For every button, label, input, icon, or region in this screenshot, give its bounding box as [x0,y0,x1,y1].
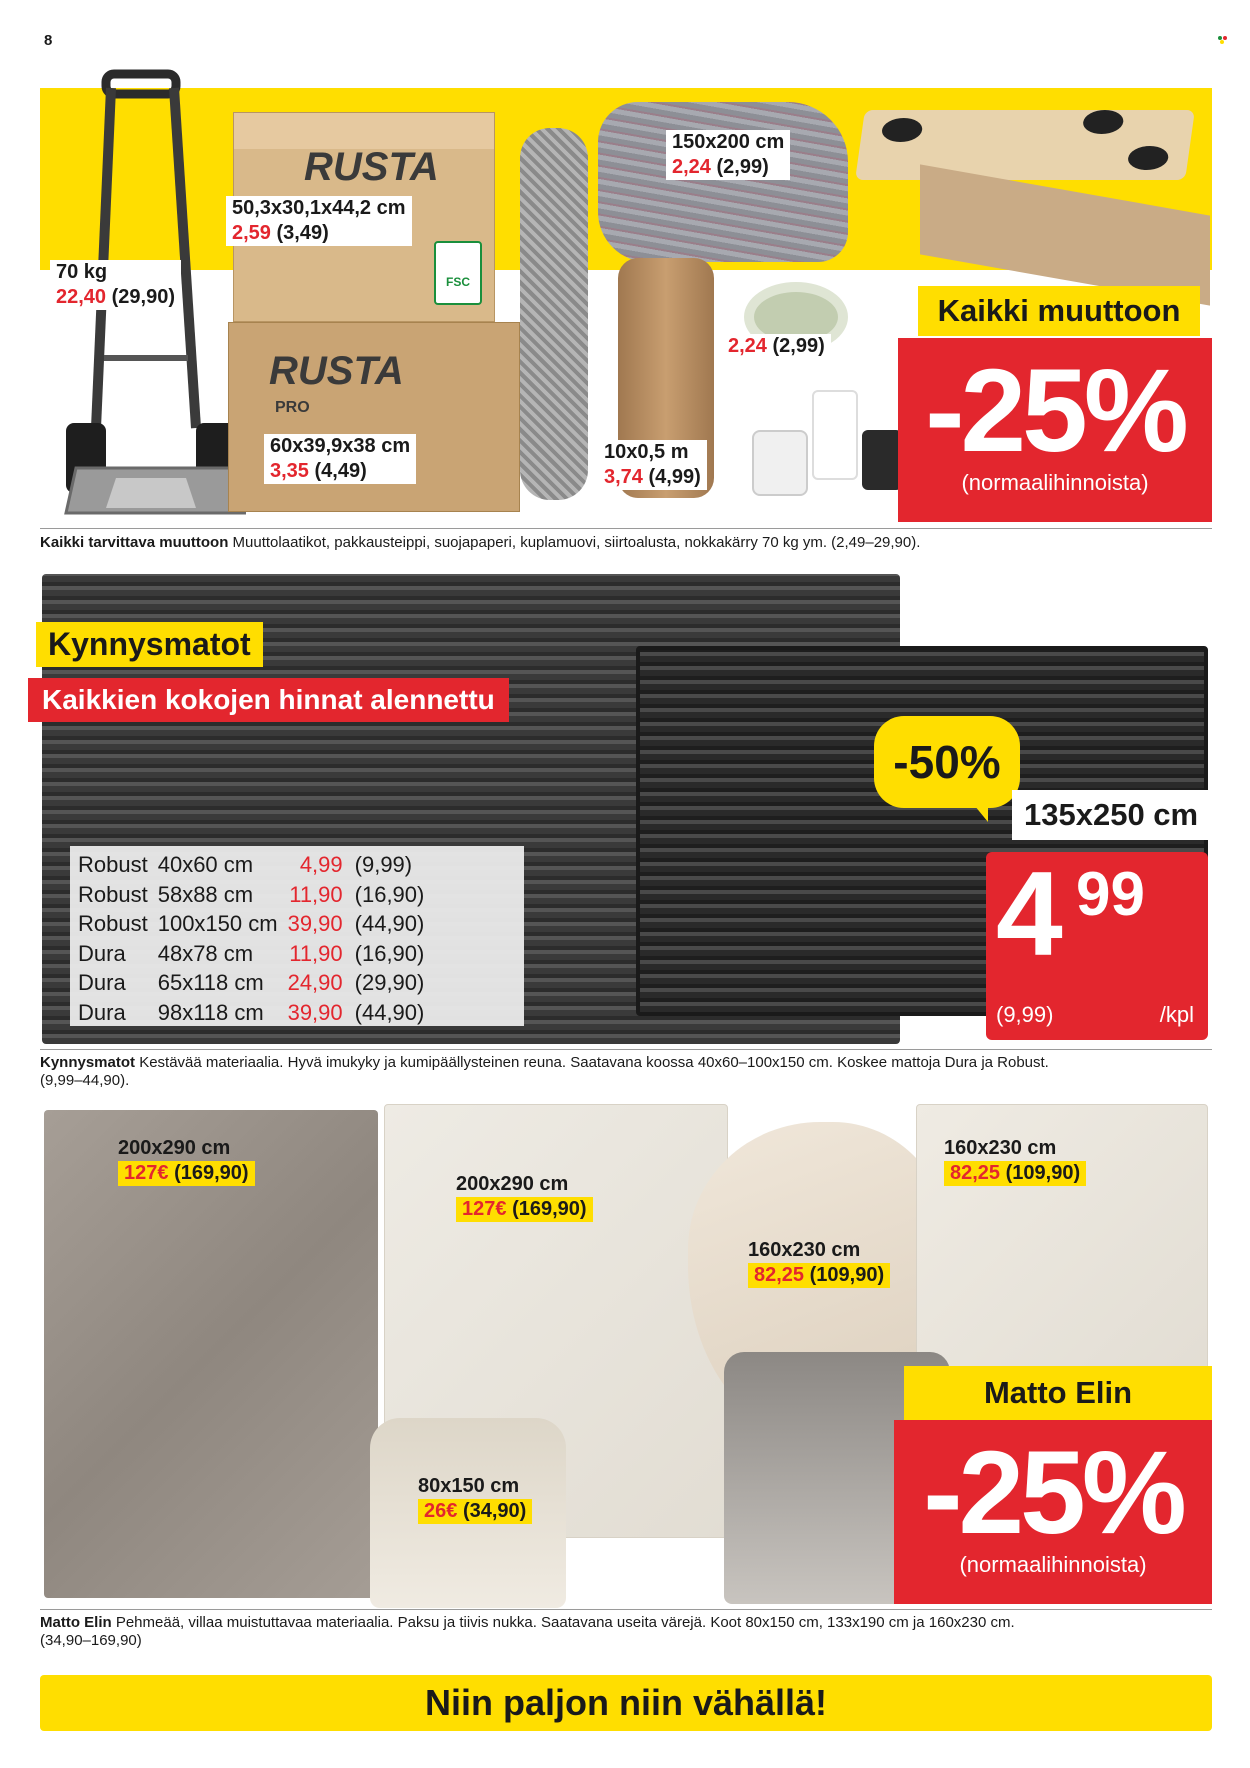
doormat-size-row [78,998,434,1028]
rugs-discount-badge [894,1420,1212,1604]
rug-3-old-price: (109,90) [809,1264,885,1286]
paper-roll-size: 10x0,5 m [604,441,689,463]
doormat-row-name: Dura [78,970,126,995]
doormat-row-size: 100x150 cm [157,911,278,936]
doormat-row-price: 11,90 [289,940,343,966]
rugs-desc-line2: (34,90–169,90) [40,1632,142,1649]
rug-2-price: 127€ [462,1198,507,1220]
trolley-old-price: (29,90) [111,286,175,308]
doormat-row-old-price: (44,90) [354,911,425,936]
box-large-old-price: (3,49) [276,222,329,244]
moving-desc-text: Muuttolaatikot, pakkausteippi, suojapaperi, kuplamuovi, siirtoalusta, nokkakärry 70 kg ym. (2,49–29,90). [228,534,921,551]
rug-5-size: 80x150 cm [418,1475,520,1497]
rug-3-price: 82,25 [754,1264,805,1286]
rugs-description [40,1614,1212,1650]
rugs-discount-value: -25% [923,1427,1183,1559]
moving-description [40,534,1212,552]
box-large-price: 2,59 [232,222,271,244]
doormat-row-price: 11,90 [289,881,343,907]
doormats-description [40,1054,1212,1090]
moving-desc-bold: Kaikki tarvittava muuttoon [40,534,229,551]
doormat-row-name: Robust [78,881,148,907]
footer-slogan: Niin paljon niin vähällä! [40,1675,1212,1731]
blanket-price: 2,24 [672,156,711,178]
moving-discount-note: (normaalihinnoista) [961,470,1149,495]
doormat-size-row [78,850,434,880]
doormat-row-size: 65x118 cm [157,970,264,995]
doormat-row-size: 40x60 cm [157,852,254,877]
blanket-price-tag [666,130,790,180]
rug-1-price-tag [112,1136,261,1186]
rug-5-old-price: (34,90) [462,1500,527,1522]
rug-4-old-price: (109,90) [1005,1162,1081,1184]
box-pro-price: 3,35 [270,460,309,482]
rug-2-size: 200x290 cm [456,1173,569,1195]
rug-1-size: 200x290 cm [118,1137,231,1159]
moving-discount-value: -25% [925,345,1185,477]
doormat-row-name: Dura [78,940,126,966]
doormat-size-row [78,939,434,969]
doormat-row-old-price: (29,90) [354,970,425,995]
moving-blanket-image [598,102,848,262]
rug-3-price-tag [742,1238,896,1288]
doormat-row-old-price: (44,90) [354,999,425,1025]
doormat-row-price: 39,90 [287,999,343,1025]
tape-dispenser-image [752,390,902,500]
page-number: 8 [44,32,53,49]
fsc-logo [434,241,482,305]
rug-1-old-price: (169,90) [174,1162,249,1184]
doormat-row-name: Robust [78,852,148,877]
doormats-divider [40,1049,1212,1050]
tape-old-price: (2,99) [772,335,825,357]
doormats-desc-line2: (9,99–44,90). [40,1072,130,1089]
rug-5-price-tag [412,1474,538,1524]
moving-discount-badge [898,338,1212,522]
tape-price: 2,24 [728,335,767,357]
doormat-row-price: 39,90 [287,911,343,936]
moving-dolly-image [855,110,1195,180]
box-large-price-tag [226,196,412,246]
doormat-row-size: 48x78 cm [157,940,254,966]
box-pro-brand-rusta: RUSTA [269,349,404,393]
rugs-badge-title: Matto Elin [904,1366,1212,1420]
bubble-tail [970,800,988,822]
fsc-label: FSC [446,275,470,289]
trolley-price-tag [50,260,181,310]
trolley-price: 22,40 [56,286,107,308]
rugs-desc-bold: Matto Elin [40,1614,112,1631]
doormat-featured-price-box [986,847,1208,1040]
doormats-desc-bold: Kynnysmatot [40,1054,136,1071]
rug-4-size: 160x230 cm [944,1137,1057,1159]
tape-price-tag [722,334,831,359]
doormats-desc-text: Kestävää materiaalia. Hyvä imukyky ja kumipäällysteinen reuna. Saatavana koossa 40x60–100x150 cm. Koskee mattoja Dura ja Robust. [135,1054,1049,1071]
doormat-row-size: 98x118 cm [157,999,264,1025]
doormats-title: Kynnysmatot [36,622,263,667]
doormat-row-old-price: (9,99) [354,852,413,877]
rug-1-price: 127€ [124,1162,169,1184]
doormat-size-table [70,846,524,1026]
moving-divider [40,528,1212,529]
rug-3-size: 160x230 cm [748,1239,861,1261]
paper-roll-price: 3,74 [604,466,643,488]
doormats-subtitle: Kaikkien kokojen hinnat alennettu [28,678,509,722]
trolley-size: 70 kg [56,261,108,283]
box-pro-old-price: (4,49) [314,460,367,482]
doormat-row-price: 4,99 [299,852,343,877]
doormat-row-old-price: (16,90) [354,940,425,966]
doormat-row-name: Robust [78,911,148,936]
rug-2-old-price: (169,90) [512,1198,587,1220]
box-large-size: 50,3x30,1x44,2 cm [232,197,406,219]
rugs-divider [40,1609,1212,1610]
doormat-row-size: 58x88 cm [157,881,254,907]
rug-4-price: 82,25 [950,1162,1001,1184]
doormat-row-name: Dura [78,999,126,1025]
doormat-featured-price-dec: 99 [1076,860,1145,929]
doormat-featured-size: 135x250 cm [1012,790,1210,840]
box-brand-rusta: RUSTA [304,145,439,189]
doormat-featured-old: (9,99) [996,1002,1054,1027]
doormat-size-row [78,880,434,910]
publisher-mark-icon [1218,36,1228,44]
blanket-old-price: (2,99) [716,156,769,178]
paper-roll-old-price: (4,99) [648,466,701,488]
rugs-desc-text: Pehmeää, villaa muistuttavaa materiaalia. Paksu ja tiivis nukka. Saatavana useita värejä. Koot 80x150 cm, 133x190 cm ja 160x230 cm. [111,1614,1015,1631]
bubble-wrap-image [520,128,588,500]
moving-badge-title: Kaikki muuttoon [918,286,1200,336]
rug-2-price-tag [450,1172,599,1222]
doormat-discount-bubble: -50% [874,716,1020,808]
rug-5-price: 26€ [424,1500,458,1522]
doormat-featured-unit: /kpl [1159,1002,1194,1027]
doormat-row-price: 24,90 [287,970,343,995]
blanket-size: 150x200 cm [672,131,785,153]
rugs-discount-note: (normaalihinnoista) [959,1552,1147,1577]
doormat-featured-price-int: 4 [996,847,1063,981]
box-pro-size: 60x39,9x38 cm [270,435,411,457]
doormat-size-row [78,909,434,939]
box-pro-price-tag [264,434,416,484]
box-pro-sub: PRO [275,399,310,416]
paper-roll-price-tag [598,440,707,490]
doormat-size-row [78,968,434,998]
rug-4-price-tag [938,1136,1092,1186]
doormat-row-old-price: (16,90) [354,881,425,907]
